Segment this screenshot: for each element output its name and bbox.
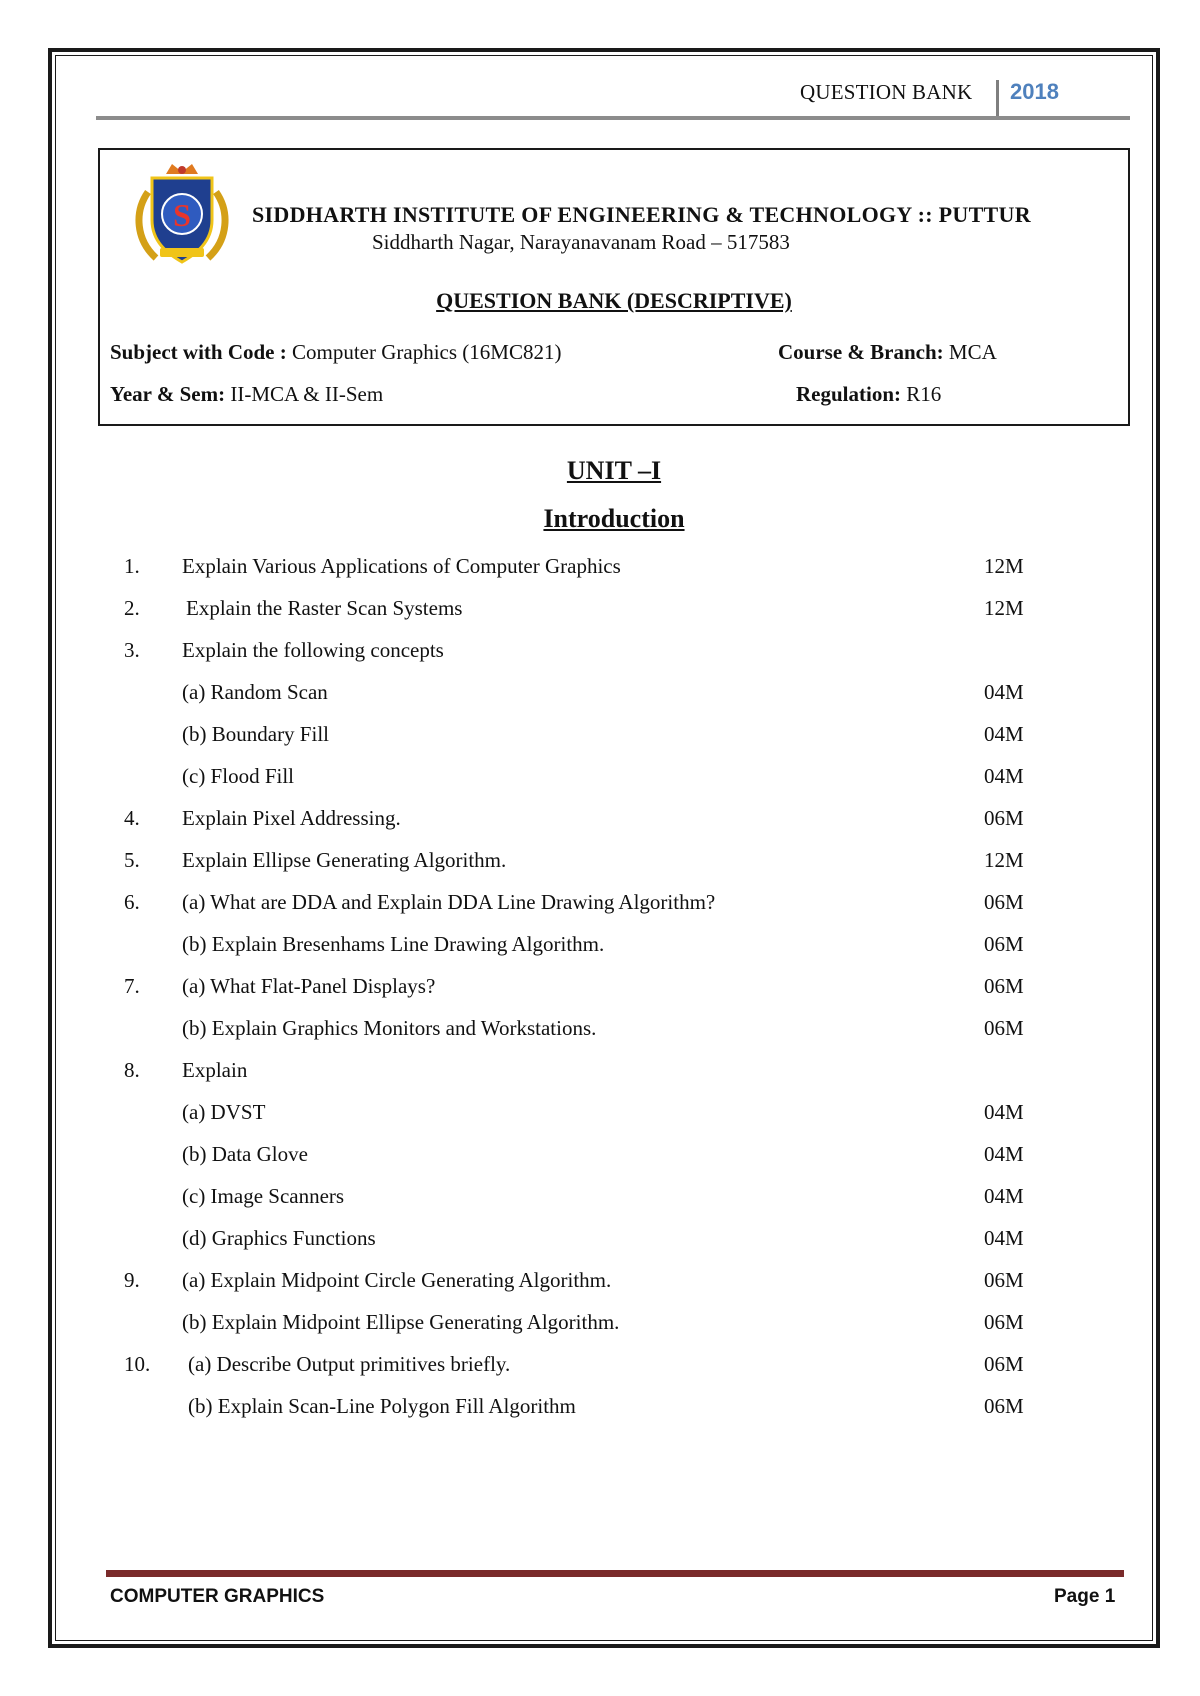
regulation-value: R16 bbox=[906, 382, 942, 406]
unit-subtitle: Introduction bbox=[543, 504, 685, 533]
question-number: 7. bbox=[124, 974, 140, 998]
regulation-line bbox=[796, 382, 941, 407]
question-text: (b) Data Glove bbox=[182, 1142, 308, 1166]
subject-value: Computer Graphics (16MC821) bbox=[292, 340, 562, 364]
question-text: (d) Graphics Functions bbox=[182, 1226, 376, 1250]
question-marks: 06M bbox=[984, 1268, 1024, 1292]
question-text: (b) Explain Graphics Monitors and Workstations. bbox=[182, 1016, 597, 1040]
question-row bbox=[0, 848, 1200, 878]
question-text: (a) What are DDA and Explain DDA Line Drawing Algorithm? bbox=[182, 890, 716, 914]
logo-crown bbox=[166, 164, 198, 174]
institute-name: SIDDHARTH INSTITUTE OF ENGINEERING & TECHNOLOGY :: PUTTUR bbox=[252, 202, 1031, 227]
question-text: (c) Flood Fill bbox=[182, 764, 295, 788]
question-number: 3. bbox=[124, 638, 140, 662]
course-value: MCA bbox=[948, 340, 997, 364]
question-marks: 12M bbox=[984, 848, 1024, 872]
question-marks: 12M bbox=[984, 596, 1024, 620]
question-marks: 12M bbox=[984, 554, 1024, 578]
question-text: (b) Explain Bresenhams Line Drawing Algorithm. bbox=[182, 932, 605, 956]
subject-label: Subject with Code : bbox=[110, 340, 287, 364]
question-text: Explain bbox=[182, 1058, 248, 1082]
question-number: 4. bbox=[124, 806, 140, 830]
question-marks: 06M bbox=[984, 1352, 1024, 1376]
question-marks: 04M bbox=[984, 1226, 1024, 1250]
question-row bbox=[0, 638, 1200, 668]
course-label: Course & Branch: bbox=[778, 340, 944, 364]
question-marks: 04M bbox=[984, 722, 1024, 746]
question-marks: 06M bbox=[984, 932, 1024, 956]
regulation-label: Regulation: bbox=[796, 382, 901, 406]
question-marks: 04M bbox=[984, 680, 1024, 704]
year-label: Year & Sem: bbox=[110, 382, 226, 406]
logo-letter: S bbox=[173, 197, 191, 233]
institute-address: Siddharth Nagar, Narayanavanam Road – 517583 bbox=[372, 230, 790, 254]
question-row bbox=[0, 1184, 1200, 1214]
unit-title: UNIT –I bbox=[566, 456, 662, 485]
question-number: 10. bbox=[124, 1352, 151, 1376]
question-row bbox=[0, 1100, 1200, 1130]
question-row bbox=[0, 1310, 1200, 1340]
question-marks: 06M bbox=[984, 890, 1024, 914]
document-title: QUESTION BANK (DESCRIPTIVE) bbox=[436, 288, 792, 313]
question-marks: 04M bbox=[984, 1100, 1024, 1124]
question-number: 9. bbox=[124, 1268, 140, 1292]
question-row bbox=[0, 764, 1200, 794]
question-text: (a) What Flat-Panel Displays? bbox=[182, 974, 436, 998]
question-text: Explain Ellipse Generating Algorithm. bbox=[182, 848, 507, 872]
question-number: 6. bbox=[124, 890, 140, 914]
question-row bbox=[0, 1016, 1200, 1046]
question-marks: 06M bbox=[984, 1016, 1024, 1040]
question-row bbox=[0, 1268, 1200, 1298]
question-marks: 06M bbox=[984, 806, 1024, 830]
question-row bbox=[0, 596, 1200, 626]
question-number: 8. bbox=[124, 1058, 140, 1082]
question-row bbox=[0, 554, 1200, 584]
question-text: (a) Explain Midpoint Circle Generating Algorithm. bbox=[182, 1268, 612, 1292]
header-rule bbox=[96, 116, 1130, 120]
question-text: (b) Boundary Fill bbox=[182, 722, 329, 746]
question-text: Explain Pixel Addressing. bbox=[182, 806, 401, 830]
question-marks: 06M bbox=[984, 974, 1024, 998]
footer-rule bbox=[106, 1570, 1124, 1577]
footer-subject: COMPUTER GRAPHICS bbox=[110, 1586, 325, 1607]
header-title: QUESTION BANK bbox=[800, 80, 973, 104]
year-line bbox=[110, 382, 383, 407]
question-marks: 04M bbox=[984, 764, 1024, 788]
question-marks: 06M bbox=[984, 1310, 1024, 1334]
question-text: (b) Explain Midpoint Ellipse Generating Algorithm. bbox=[182, 1310, 620, 1334]
question-row bbox=[0, 806, 1200, 836]
subject-line bbox=[110, 340, 561, 365]
question-row bbox=[0, 1226, 1200, 1256]
question-row bbox=[0, 1352, 1200, 1382]
course-line bbox=[778, 340, 997, 365]
question-text: Explain the Raster Scan Systems bbox=[186, 596, 463, 620]
question-row bbox=[0, 1394, 1200, 1424]
year-value: II-MCA & II-Sem bbox=[230, 382, 384, 406]
question-number: 5. bbox=[124, 848, 140, 872]
question-marks: 04M bbox=[984, 1184, 1024, 1208]
question-row bbox=[0, 890, 1200, 920]
question-text: (a) Describe Output primitives briefly. bbox=[188, 1352, 511, 1376]
question-number: 1. bbox=[124, 554, 140, 578]
header-divider bbox=[996, 80, 999, 120]
question-row bbox=[0, 680, 1200, 710]
question-row bbox=[0, 1142, 1200, 1172]
question-row bbox=[0, 1058, 1200, 1088]
header-year: 2018 bbox=[1010, 79, 1059, 104]
question-text: Explain the following concepts bbox=[182, 638, 444, 662]
question-row bbox=[0, 722, 1200, 752]
question-text: (a) Random Scan bbox=[182, 680, 328, 704]
logo-banner bbox=[160, 248, 204, 257]
question-text: (c) Image Scanners bbox=[182, 1184, 345, 1208]
question-text: (a) DVST bbox=[182, 1100, 266, 1124]
question-marks: 06M bbox=[984, 1394, 1024, 1418]
question-row bbox=[0, 932, 1200, 962]
question-text: (b) Explain Scan-Line Polygon Fill Algorithm bbox=[188, 1394, 576, 1418]
question-text: Explain Various Applications of Computer Graphics bbox=[182, 554, 621, 578]
question-marks: 04M bbox=[984, 1142, 1024, 1166]
question-row bbox=[0, 974, 1200, 1004]
institute-logo bbox=[130, 162, 234, 268]
page-number: Page 1 bbox=[1054, 1586, 1116, 1607]
question-number: 2. bbox=[124, 596, 140, 620]
